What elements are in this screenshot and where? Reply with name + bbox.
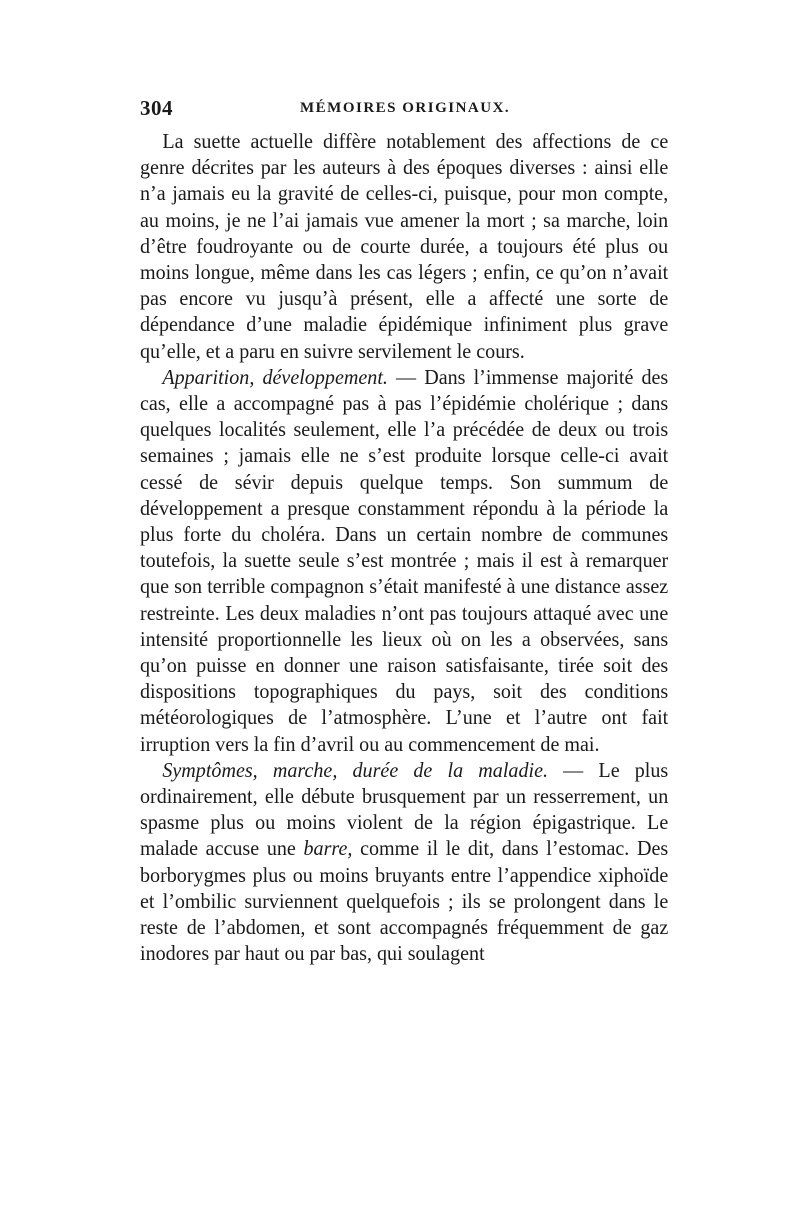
section-heading-apparition: Apparition, développement. xyxy=(162,364,388,389)
running-title: MÉMOIRES ORIGINAUX. xyxy=(300,100,511,116)
page-number: 304 xyxy=(140,96,173,120)
emphasis-barre: barre, xyxy=(303,836,353,861)
paragraph-symptomes-text-end: comme il le dit, dans l’estomac. Des borborygmes plus ou moins bruyants entre l’appendice xiphoïde et l’ombilic surviennent quelquefois ; ils se prolongent dans le reste de l’abdomen, et sont accompagnés fréquemment de gaz inodores par haut ou par bas, qui soulagent xyxy=(140,836,669,966)
paragraph-symptomes xyxy=(140,757,668,967)
paragraph-apparition xyxy=(140,364,668,757)
section-heading-symptomes: Symptômes, marche, durée de la maladie. xyxy=(162,757,549,782)
body-text xyxy=(140,128,668,967)
running-head xyxy=(140,96,668,126)
paragraph-apparition-text: — Dans l’immense majorité des cas, elle a accompagné pas à pas l’épidémie cholérique ; dans quelques localités seulement, elle l’a précédée de deux ou trois semaines ; jamais elle ne s’est produite lorsque celle-ci avait cessé de sévir depuis quelque temps. Son summum de développement a presque constamment répondu à la période la plus forte du choléra. Dans un certain nombre de communes toutefois, la suette seule s’est montrée ; mais il est à remarquer que son terrible compagnon s’était manifesté à une distance assez restreinte. Les deux maladies n’ont pas toujours attaqué avec une intensité proportionnelle les lieux où on les a observées, sans qu’on puisse en donner une raison satisfaisante, tirée soit des dispositions topographiques du pays, soit des conditions météorologiques de l’atmosphère. L’une et l’autre ont fait irruption vers la fin d’avril ou au commencement de mai. xyxy=(140,364,669,756)
paragraph-intro-text: La suette actuelle diffère notablement des affections de ce genre décrites par les auteurs à des époques diverses : ainsi elle n’a jamais eu la gravité de celles-ci, puisque, pour mon compte, au moins, je ne l’ai jamais vue amener la mort ; sa marche, loin d’être foudroyante ou de courte durée, a toujours été plus ou moins longue, même dans les cas légers ; enfin, ce qu’on n’avait pas encore vu jusqu’à présent, elle a affecté une sorte de dépendance d’une maladie épidémique infiniment plus grave qu’elle, et a paru en suivre servilement le cours. xyxy=(140,129,669,363)
paragraph-intro xyxy=(140,128,668,364)
paragraph-symptomes-text-start: — Le plus ordinairement, elle débute brusquement par un resserrement, un spasme plus ou moins violent de la région épigastrique. Le malade accuse une xyxy=(140,757,669,861)
